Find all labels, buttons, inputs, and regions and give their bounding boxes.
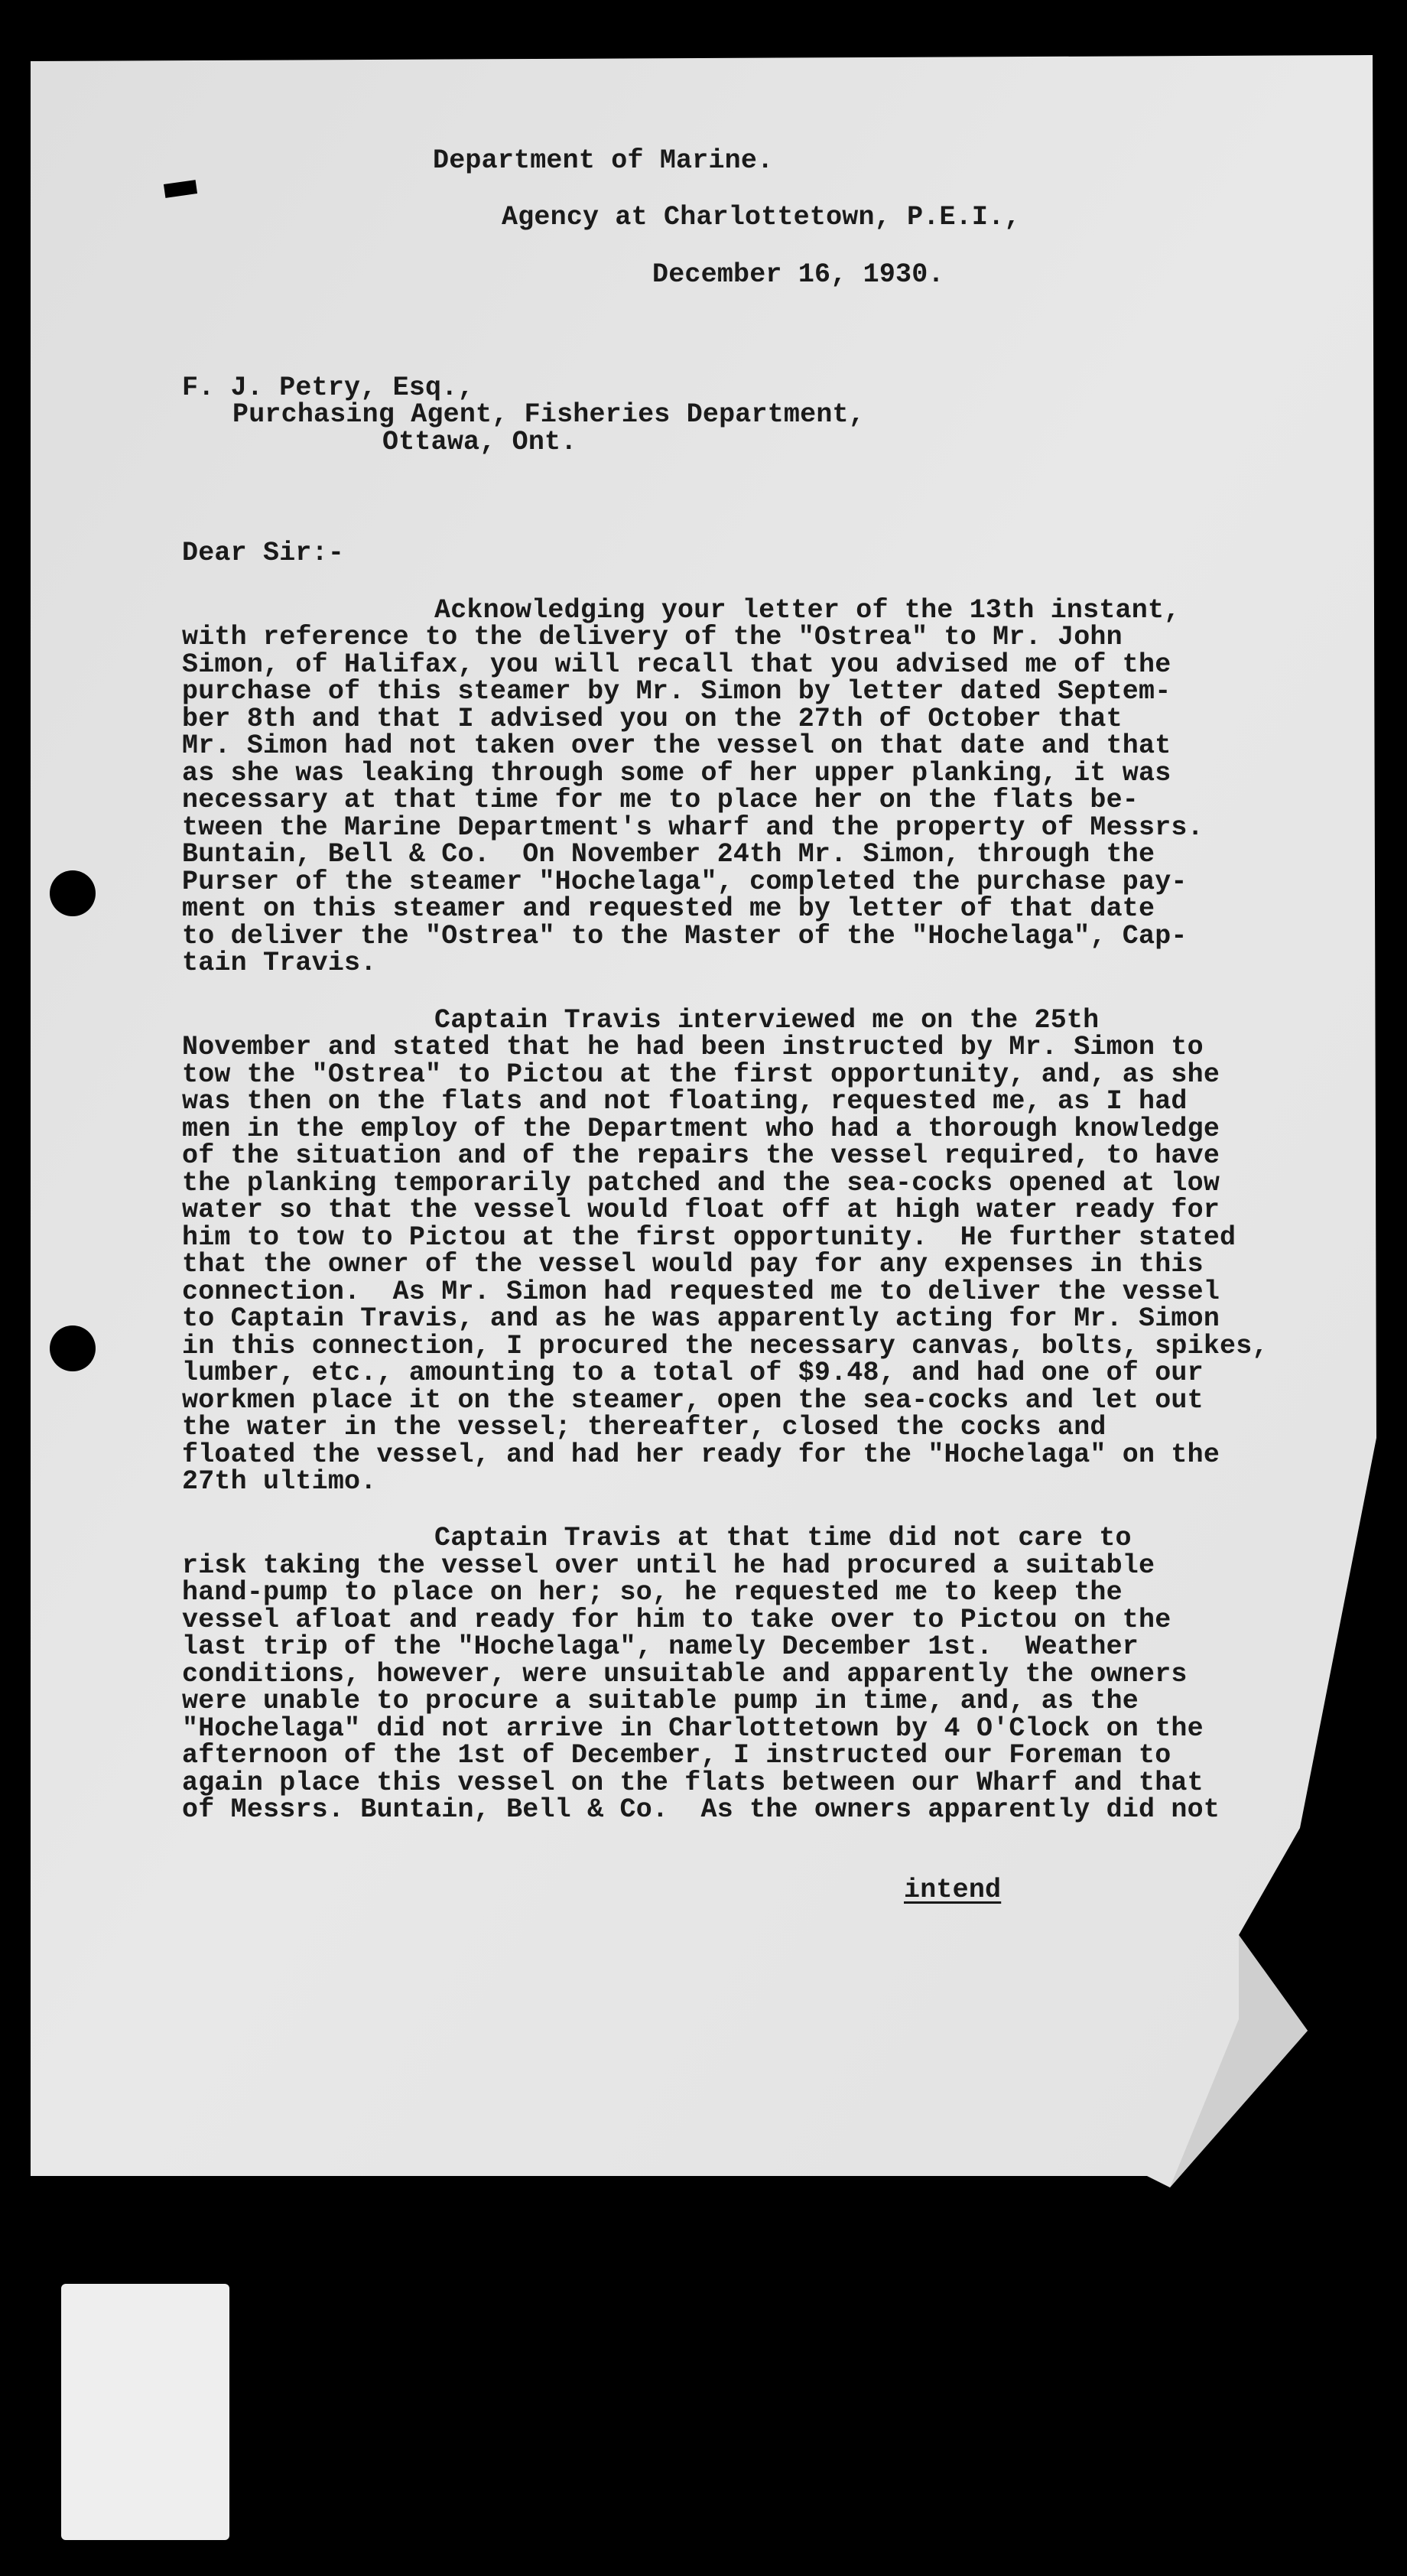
paragraph-2-line: in this connection, I procured the necessary canvas, bolts, spikes, <box>182 1331 1269 1361</box>
paragraph-2-line: Captain Travis interviewed me on the 25th <box>434 1005 1100 1036</box>
paragraph-1-line: tween the Marine Department's wharf and the property of Messrs. <box>182 812 1204 843</box>
paragraph-2-line: tow the "Ostrea" to Pictou at the first opportunity, and, as she <box>182 1059 1220 1090</box>
paragraph-2-line: water so that the vessel would float off at high water ready for <box>182 1195 1220 1225</box>
paragraph-2-line: the planking temporarily patched and the sea-cocks opened at low <box>182 1168 1220 1199</box>
paragraph-2-line: men in the employ of the Department who had a thorough knowledge <box>182 1114 1220 1144</box>
paragraph-1-line: Mr. Simon had not taken over the vessel on that date and that <box>182 730 1171 761</box>
agency-heading: Agency at Charlottetown, P.E.I., <box>502 202 1021 233</box>
recipient-city: Ottawa, Ont. <box>382 427 577 457</box>
letter-date: December 16, 1930. <box>652 259 944 290</box>
paragraph-2-line: that the owner of the vessel would pay for any expenses in this <box>182 1249 1204 1280</box>
paragraph-2-line: 27th ultimo. <box>182 1466 377 1497</box>
paragraph-3-line: afternoon of the 1st of December, I instructed our Foreman to <box>182 1740 1171 1771</box>
paragraph-3-line: risk taking the vessel over until he had procured a suitable <box>182 1550 1155 1581</box>
paragraph-3-line: conditions, however, were unsuitable and apparently the owners <box>182 1659 1188 1690</box>
paragraph-1-line: as she was leaking through some of her upper planking, it was <box>182 758 1171 789</box>
paragraph-2-line: workmen place it on the steamer, open the sea-cocks and let out <box>182 1385 1204 1416</box>
paragraph-3-line: again place this vessel on the flats between our Wharf and that <box>182 1768 1204 1798</box>
paragraph-2-line: of the situation and of the repairs the vessel required, to have <box>182 1140 1220 1171</box>
department-heading: Department of Marine. <box>433 145 774 176</box>
paragraph-1-line: to deliver the "Ostrea" to the Master of the "Hochelaga", Cap- <box>182 921 1188 951</box>
recipient-name: F. J. Petry, Esq., <box>182 372 474 403</box>
paragraph-2-line: November and stated that he had been instructed by Mr. Simon to <box>182 1032 1204 1062</box>
paragraph-3-line: "Hochelaga" did not arrive in Charlottetown by 4 O'Clock on the <box>182 1713 1204 1744</box>
paragraph-1-line: Purser of the steamer "Hochelaga", completed the purchase pay- <box>182 867 1188 897</box>
paragraph-2-line: to Captain Travis, and as he was apparently acting for Mr. Simon <box>182 1303 1220 1334</box>
catchword: intend <box>904 1875 1002 1905</box>
salutation: Dear Sir:- <box>182 538 345 568</box>
paragraph-1-line: Acknowledging your letter of the 13th instant, <box>434 595 1181 626</box>
paragraph-3-line: Captain Travis at that time did not care to <box>434 1523 1132 1553</box>
paragraph-1-line: tain Travis. <box>182 948 377 978</box>
paragraph-2-line: connection. As Mr. Simon had requested me to deliver the vessel <box>182 1277 1220 1307</box>
paragraph-1-line: ment on this steamer and requested me by letter of that date <box>182 893 1155 924</box>
paragraph-1-line: with reference to the delivery of the "Ostrea" to Mr. John <box>182 622 1123 652</box>
recipient-title: Purchasing Agent, Fisheries Department, <box>232 399 865 430</box>
paragraph-3-line: vessel afloat and ready for him to take over to Pictou on the <box>182 1605 1171 1635</box>
label-card <box>61 2284 229 2540</box>
paragraph-2-line: lumber, etc., amounting to a total of $9.48, and had one of our <box>182 1358 1204 1388</box>
paragraph-2-line: the water in the vessel; thereafter, closed the cocks and <box>182 1412 1106 1442</box>
paragraph-3-line: were unable to procure a suitable pump in time, and, as the <box>182 1686 1139 1716</box>
paragraph-2-line: was then on the flats and not floating, requested me, as I had <box>182 1086 1188 1117</box>
paragraph-1-line: purchase of this steamer by Mr. Simon by letter dated Septem- <box>182 676 1171 707</box>
paragraph-3-line: last trip of the "Hochelaga", namely December 1st. Weather <box>182 1631 1139 1662</box>
paragraph-3-line: of Messrs. Buntain, Bell & Co. As the owners apparently did not <box>182 1794 1220 1825</box>
paragraph-3-line: hand-pump to place on her; so, he requested me to keep the <box>182 1577 1123 1608</box>
paragraph-1-line: Simon, of Halifax, you will recall that you advised me of the <box>182 649 1171 680</box>
paragraph-2-line: floated the vessel, and had her ready for the "Hochelaga" on the <box>182 1439 1220 1470</box>
paragraph-1-line: ber 8th and that I advised you on the 27th of October that <box>182 704 1123 734</box>
paragraph-1-line: necessary at that time for me to place her on the flats be- <box>182 785 1139 815</box>
paragraph-2-line: him to tow to Pictou at the first opportunity. He further stated <box>182 1222 1236 1253</box>
paragraph-1-line: Buntain, Bell & Co. On November 24th Mr. Simon, through the <box>182 839 1155 870</box>
